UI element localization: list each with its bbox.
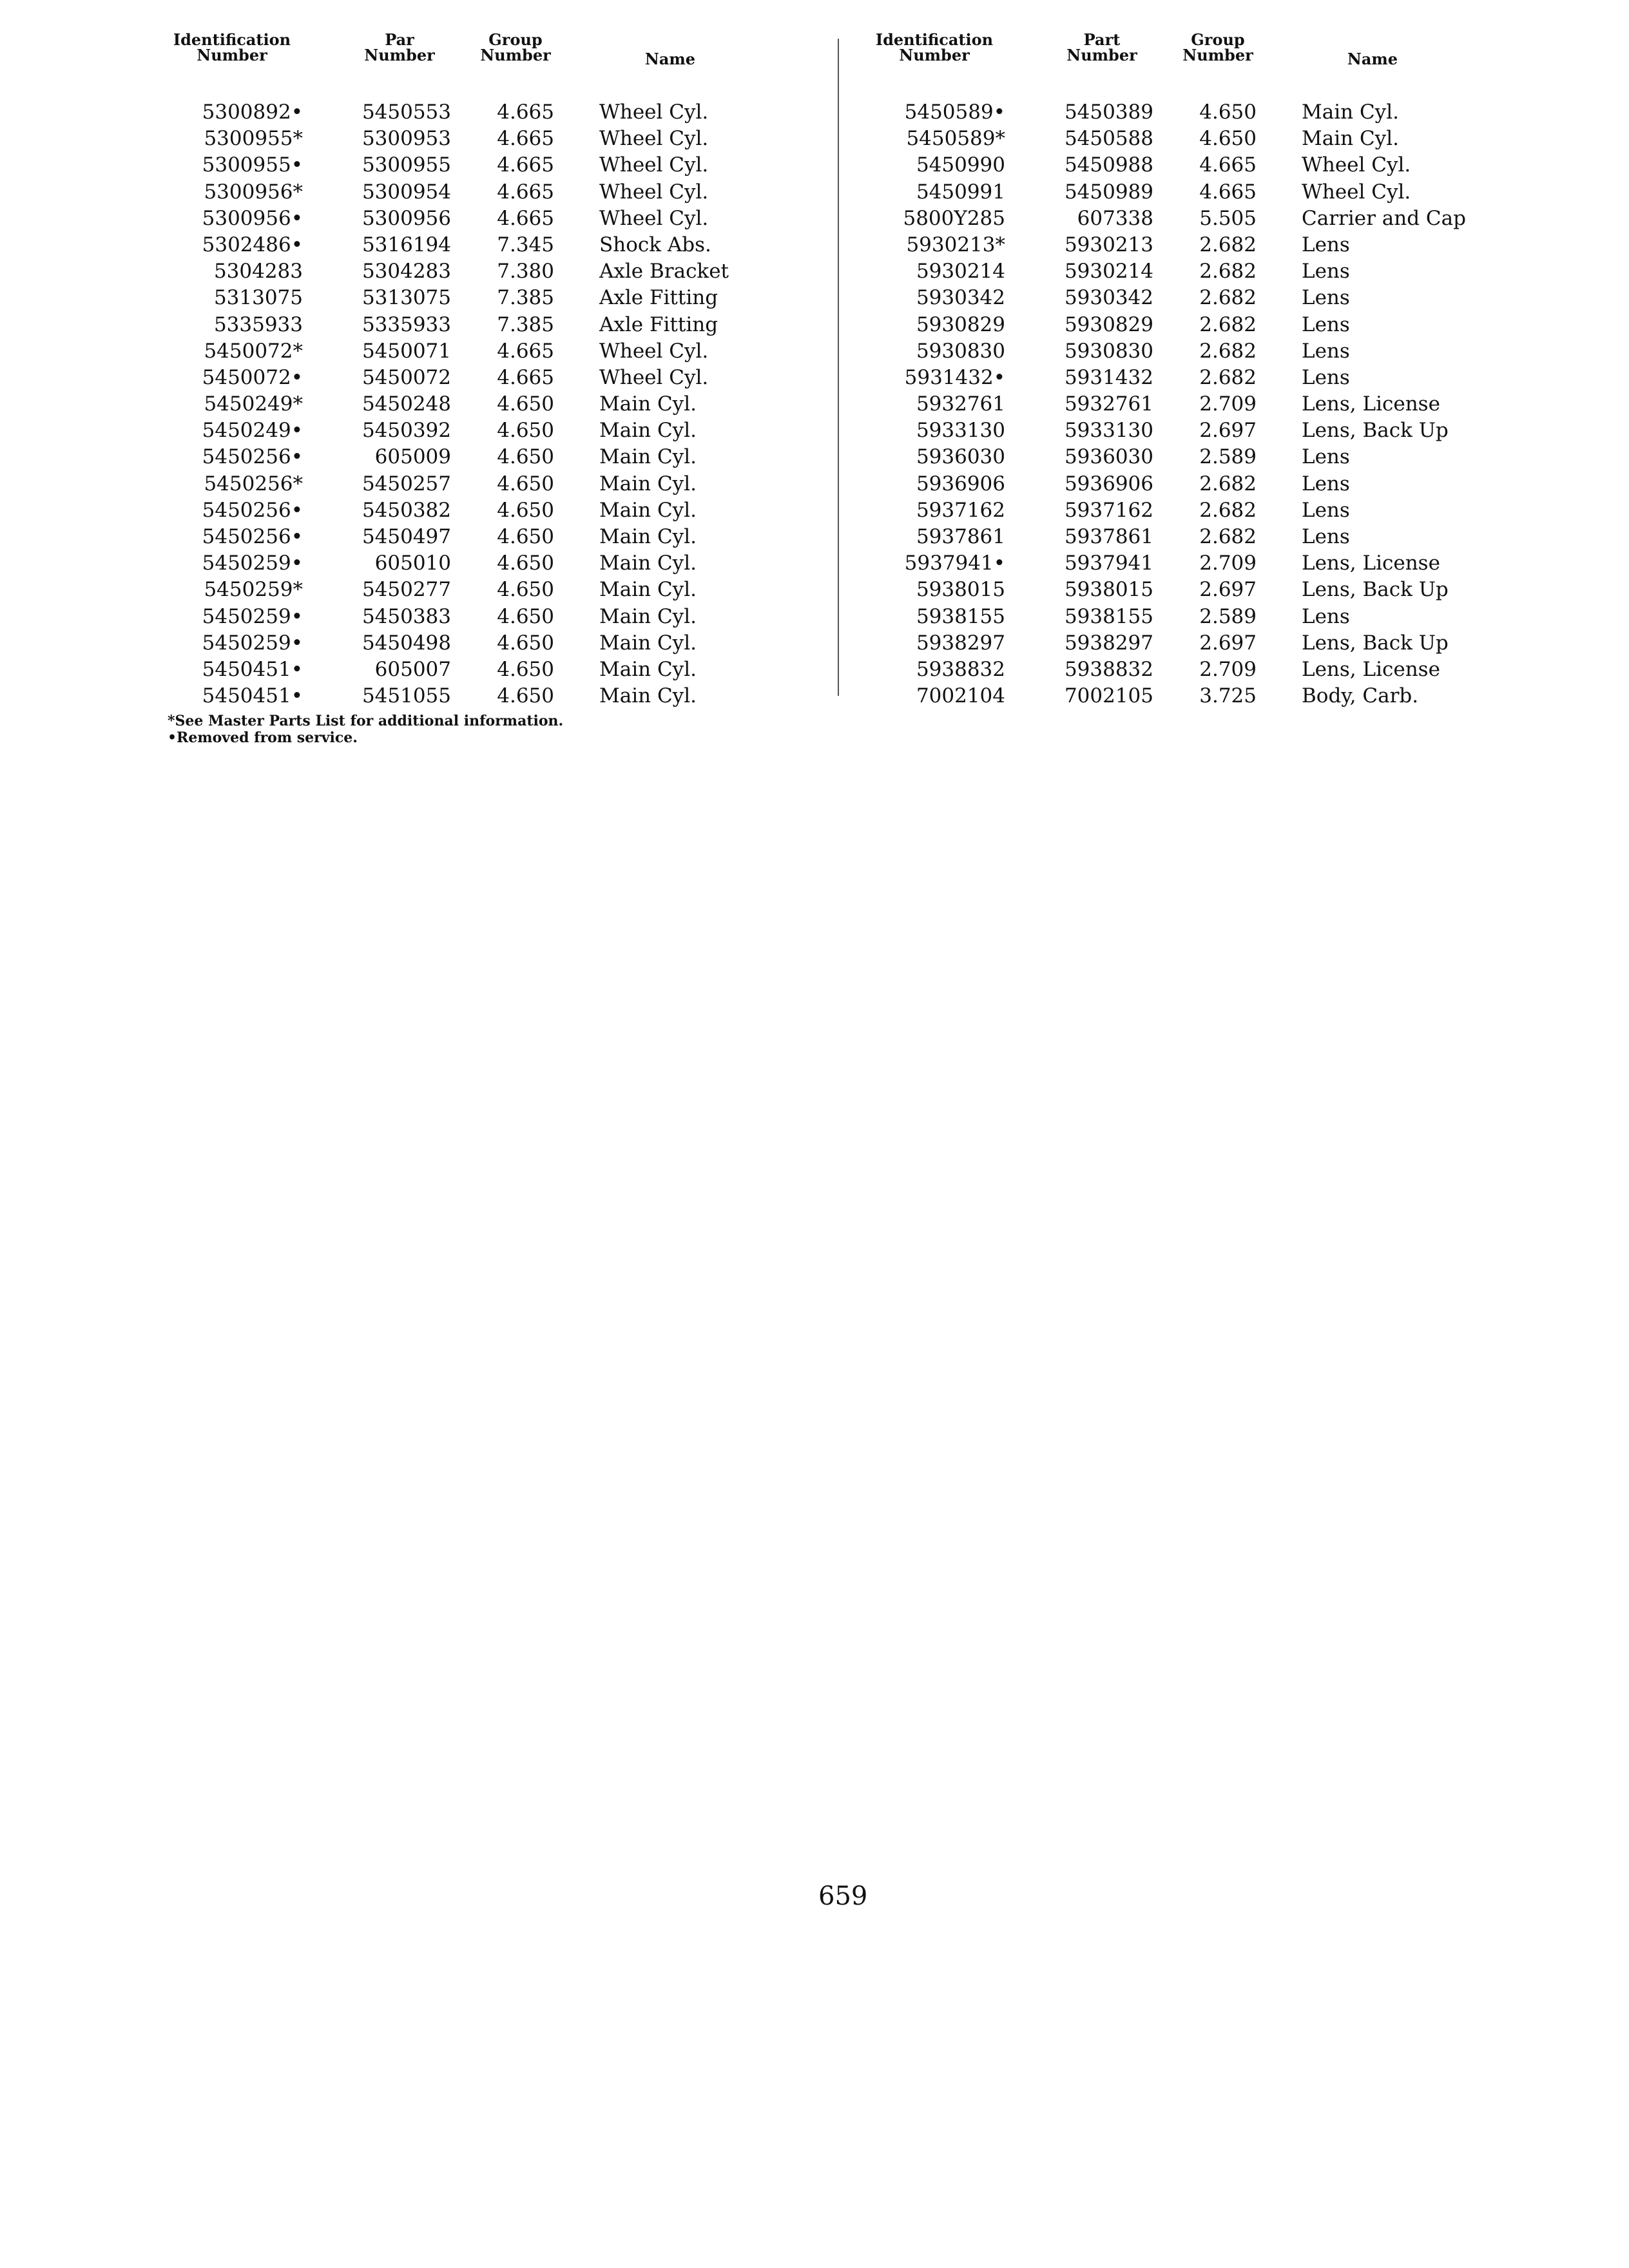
part-number-cell: 5450072 bbox=[361, 365, 451, 389]
identification-number-cell: 5450451• bbox=[202, 657, 303, 681]
column-divider bbox=[838, 39, 839, 696]
name-cell: Wheel Cyl. bbox=[599, 101, 709, 124]
group-number-cell: 4.650 bbox=[497, 631, 554, 655]
table-row bbox=[857, 577, 1514, 603]
identification-number-cell: 5300956* bbox=[204, 180, 303, 204]
table-row bbox=[155, 657, 812, 683]
identification-number-cell: 5931432• bbox=[904, 365, 1005, 389]
left-table-body bbox=[155, 99, 812, 709]
group-number-cell: 2.589 bbox=[1199, 604, 1257, 628]
group-number-cell: 4.665 bbox=[497, 365, 554, 389]
name-cell: Axle Bracket bbox=[599, 260, 729, 284]
part-number-cell: 5313075 bbox=[361, 286, 451, 310]
group-number-cell: 7.380 bbox=[497, 260, 554, 284]
table-row bbox=[857, 471, 1514, 497]
left-table-header bbox=[155, 32, 812, 84]
part-number-cell: 5936030 bbox=[1064, 445, 1153, 469]
identification-number-cell: 5937861 bbox=[916, 525, 1005, 548]
name-cell: Main Cyl. bbox=[599, 445, 697, 469]
identification-number-cell: 5938155 bbox=[916, 604, 1005, 628]
group-number-cell: 4.665 bbox=[497, 127, 554, 151]
identification-number-cell: 5300956• bbox=[202, 206, 303, 230]
part-number-cell: 5930213 bbox=[1064, 233, 1153, 256]
identification-number-cell: 5450259• bbox=[202, 552, 303, 575]
part-number-cell: 5316194 bbox=[361, 233, 451, 256]
name-cell: Wheel Cyl. bbox=[599, 127, 709, 151]
name-cell: Lens, Back Up bbox=[1302, 578, 1449, 602]
table-row bbox=[857, 444, 1514, 470]
name-cell: Main Cyl. bbox=[599, 604, 697, 628]
identification-number-cell: 5450256• bbox=[202, 445, 303, 469]
name-cell: Axle Fitting bbox=[599, 312, 718, 336]
part-number-cell: 5450382 bbox=[361, 498, 451, 522]
table-row bbox=[857, 312, 1514, 338]
name-cell: Wheel Cyl. bbox=[599, 339, 709, 363]
name-cell: Lens bbox=[1302, 498, 1350, 522]
group-number-cell: 4.650 bbox=[497, 419, 554, 443]
table-row bbox=[857, 683, 1514, 709]
group-number-cell: 2.682 bbox=[1199, 472, 1257, 495]
part-number-cell: 5931432 bbox=[1064, 365, 1153, 389]
part-number-cell: 5300955 bbox=[361, 153, 451, 177]
table-row bbox=[155, 497, 812, 524]
group-number-cell: 4.665 bbox=[497, 180, 554, 204]
name-cell: Lens, License bbox=[1302, 552, 1440, 575]
name-cell: Main Cyl. bbox=[599, 525, 697, 548]
name-cell: Lens bbox=[1302, 445, 1350, 469]
group-number-cell: 2.697 bbox=[1199, 578, 1257, 602]
group-number-cell: 2.682 bbox=[1199, 498, 1257, 522]
part-number-cell: 5937162 bbox=[1064, 498, 1153, 522]
table-row bbox=[857, 604, 1514, 630]
identification-number-cell: 5937941• bbox=[904, 552, 1005, 575]
right-parts-table bbox=[857, 32, 1514, 709]
identification-number-cell: 5938015 bbox=[916, 578, 1005, 602]
part-number-cell: 5930214 bbox=[1064, 260, 1153, 284]
name-cell: Main Cyl. bbox=[599, 419, 697, 443]
table-row bbox=[155, 604, 812, 630]
group-number-cell: 2.682 bbox=[1199, 365, 1257, 389]
table-row bbox=[155, 152, 812, 178]
identification-number-cell: 5450259* bbox=[204, 578, 303, 602]
page-number: 659 bbox=[818, 1881, 868, 1911]
name-cell: Wheel Cyl. bbox=[599, 206, 709, 230]
table-row bbox=[857, 630, 1514, 657]
table-row bbox=[155, 524, 812, 550]
name-cell: Main Cyl. bbox=[599, 631, 697, 655]
table-row bbox=[857, 152, 1514, 178]
name-cell: Axle Fitting bbox=[599, 286, 718, 310]
identification-number-cell: 5930830 bbox=[916, 339, 1005, 363]
part-number-cell: 5937861 bbox=[1064, 525, 1153, 548]
table-row bbox=[857, 391, 1514, 418]
identification-number-cell: 5450072• bbox=[202, 365, 303, 389]
identification-number-cell: 5937162 bbox=[916, 498, 1005, 522]
name-cell: Body, Carb. bbox=[1302, 684, 1419, 708]
table-row bbox=[155, 630, 812, 657]
identification-number-cell: 5938832 bbox=[916, 657, 1005, 681]
group-number-cell: 4.650 bbox=[1199, 127, 1257, 151]
group-number-cell: 2.682 bbox=[1199, 339, 1257, 363]
table-row bbox=[155, 99, 812, 126]
group-number-cell: 5.505 bbox=[1199, 206, 1257, 230]
part-number-cell: 5304283 bbox=[361, 260, 451, 284]
identification-number-cell: 5450256* bbox=[204, 472, 303, 495]
name-cell: Lens bbox=[1302, 260, 1350, 284]
part-number-cell: 5450588 bbox=[1064, 127, 1153, 151]
identification-number-cell: 5450249* bbox=[204, 392, 303, 416]
part-number-cell: 7002105 bbox=[1064, 684, 1153, 708]
name-cell: Wheel Cyl. bbox=[599, 180, 709, 204]
group-number-cell: 4.665 bbox=[497, 339, 554, 363]
part-number-cell: 5450248 bbox=[361, 392, 451, 416]
group-number-cell: 2.682 bbox=[1199, 233, 1257, 256]
identification-number-cell: 7002104 bbox=[916, 684, 1005, 708]
footnotes bbox=[168, 713, 563, 746]
part-number-cell: 5938832 bbox=[1064, 657, 1153, 681]
header-part-number: Part Number bbox=[1066, 30, 1137, 64]
name-cell: Main Cyl. bbox=[599, 472, 697, 495]
group-number-cell: 4.650 bbox=[497, 684, 554, 708]
part-number-cell: 5450257 bbox=[361, 472, 451, 495]
group-number-cell: 7.385 bbox=[497, 286, 554, 310]
name-cell: Lens, License bbox=[1302, 392, 1440, 416]
table-row bbox=[155, 471, 812, 497]
header-name: Name bbox=[644, 50, 696, 68]
identification-number-cell: 5304283 bbox=[213, 260, 303, 284]
table-row bbox=[857, 550, 1514, 577]
part-number-cell: 607338 bbox=[1077, 206, 1153, 230]
name-cell: Main Cyl. bbox=[599, 657, 697, 681]
part-number-cell: 5450498 bbox=[361, 631, 451, 655]
identification-number-cell: 5933130 bbox=[916, 419, 1005, 443]
name-cell: Wheel Cyl. bbox=[1302, 180, 1411, 204]
header-group-number: Group Number bbox=[1182, 30, 1253, 64]
part-number-cell: 605009 bbox=[374, 445, 451, 469]
group-number-cell: 2.709 bbox=[1199, 657, 1257, 681]
part-number-cell: 5450553 bbox=[361, 101, 451, 124]
left-parts-table bbox=[155, 32, 812, 709]
header-name: Name bbox=[1347, 50, 1398, 68]
group-number-cell: 4.665 bbox=[1199, 153, 1257, 177]
part-number-cell: 5300953 bbox=[361, 127, 451, 151]
table-row bbox=[857, 285, 1514, 311]
footnote-bullet: •Removed from service. bbox=[168, 729, 358, 746]
part-number-cell: 5450497 bbox=[361, 525, 451, 548]
name-cell: Main Cyl. bbox=[1302, 127, 1399, 151]
part-number-cell: 5450989 bbox=[1064, 180, 1153, 204]
header-identification-number: Identification Number bbox=[875, 30, 994, 64]
name-cell: Main Cyl. bbox=[599, 392, 697, 416]
part-number-cell: 5938297 bbox=[1064, 631, 1153, 655]
table-row bbox=[857, 497, 1514, 524]
identification-number-cell: 5313075 bbox=[213, 286, 303, 310]
group-number-cell: 4.665 bbox=[497, 101, 554, 124]
part-number-cell: 5450071 bbox=[361, 339, 451, 363]
group-number-cell: 2.589 bbox=[1199, 445, 1257, 469]
part-number-cell: 5450389 bbox=[1064, 101, 1153, 124]
part-number-cell: 5930830 bbox=[1064, 339, 1153, 363]
name-cell: Lens, Back Up bbox=[1302, 419, 1449, 443]
identification-number-cell: 5450990 bbox=[916, 153, 1005, 177]
identification-number-cell: 5300892• bbox=[202, 101, 303, 124]
group-number-cell: 2.682 bbox=[1199, 286, 1257, 310]
header-identification-number: Identification Number bbox=[173, 30, 291, 64]
name-cell: Lens bbox=[1302, 472, 1350, 495]
identification-number-cell: 5450249• bbox=[202, 419, 303, 443]
group-number-cell: 4.650 bbox=[497, 498, 554, 522]
table-row bbox=[155, 126, 812, 152]
group-number-cell: 4.650 bbox=[497, 657, 554, 681]
name-cell: Main Cyl. bbox=[1302, 101, 1399, 124]
table-row bbox=[857, 99, 1514, 126]
group-number-cell: 4.665 bbox=[1199, 180, 1257, 204]
table-row bbox=[857, 179, 1514, 206]
group-number-cell: 2.682 bbox=[1199, 525, 1257, 548]
part-number-cell: 5933130 bbox=[1064, 419, 1153, 443]
header-part-number: Par Number bbox=[364, 30, 435, 64]
identification-number-cell: 5450256• bbox=[202, 498, 303, 522]
table-row bbox=[155, 550, 812, 577]
table-row bbox=[857, 126, 1514, 152]
name-cell: Carrier and Cap bbox=[1302, 206, 1466, 230]
group-number-cell: 3.725 bbox=[1199, 684, 1257, 708]
footnote-asterisk: *See Master Parts List for additional information. bbox=[168, 713, 564, 729]
identification-number-cell: 5938297 bbox=[916, 631, 1005, 655]
name-cell: Main Cyl. bbox=[599, 498, 697, 522]
table-row bbox=[155, 206, 812, 232]
identification-number-cell: 5930829 bbox=[916, 312, 1005, 336]
group-number-cell: 2.709 bbox=[1199, 392, 1257, 416]
group-number-cell: 4.650 bbox=[497, 604, 554, 628]
table-row bbox=[857, 206, 1514, 232]
group-number-cell: 4.650 bbox=[497, 472, 554, 495]
table-row bbox=[857, 418, 1514, 444]
identification-number-cell: 5930342 bbox=[916, 286, 1005, 310]
identification-number-cell: 5936906 bbox=[916, 472, 1005, 495]
identification-number-cell: 5450451• bbox=[202, 684, 303, 708]
part-number-cell: 5930342 bbox=[1064, 286, 1153, 310]
part-number-cell: 5335933 bbox=[361, 312, 451, 336]
table-row bbox=[857, 657, 1514, 683]
part-number-cell: 605010 bbox=[374, 552, 451, 575]
identification-number-cell: 5300955• bbox=[202, 153, 303, 177]
group-number-cell: 4.650 bbox=[497, 392, 554, 416]
part-number-cell: 5938155 bbox=[1064, 604, 1153, 628]
name-cell: Main Cyl. bbox=[599, 578, 697, 602]
part-number-cell: 5932761 bbox=[1064, 392, 1153, 416]
name-cell: Lens bbox=[1302, 365, 1350, 389]
name-cell: Lens bbox=[1302, 339, 1350, 363]
name-cell: Lens bbox=[1302, 604, 1350, 628]
group-number-cell: 2.682 bbox=[1199, 312, 1257, 336]
part-number-cell: 5937941 bbox=[1064, 552, 1153, 575]
name-cell: Lens bbox=[1302, 525, 1350, 548]
name-cell: Wheel Cyl. bbox=[1302, 153, 1411, 177]
group-number-cell: 4.665 bbox=[497, 153, 554, 177]
part-number-cell: 5938015 bbox=[1064, 578, 1153, 602]
part-number-cell: 5450383 bbox=[361, 604, 451, 628]
identification-number-cell: 5450072* bbox=[204, 339, 303, 363]
table-row bbox=[857, 232, 1514, 258]
part-number-cell: 5450392 bbox=[361, 419, 451, 443]
name-cell: Shock Abs. bbox=[599, 233, 711, 256]
part-number-cell: 605007 bbox=[374, 657, 451, 681]
table-row bbox=[155, 444, 812, 470]
group-number-cell: 7.385 bbox=[497, 312, 554, 336]
group-number-cell: 4.665 bbox=[497, 206, 554, 230]
identification-number-cell: 5335933 bbox=[213, 312, 303, 336]
group-number-cell: 4.650 bbox=[497, 578, 554, 602]
part-number-cell: 5451055 bbox=[361, 684, 451, 708]
part-number-cell: 5300956 bbox=[361, 206, 451, 230]
table-row bbox=[155, 365, 812, 391]
table-row bbox=[857, 365, 1514, 391]
name-cell: Lens, License bbox=[1302, 657, 1440, 681]
part-number-cell: 5936906 bbox=[1064, 472, 1153, 495]
group-number-cell: 7.345 bbox=[497, 233, 554, 256]
table-row bbox=[155, 391, 812, 418]
table-row bbox=[155, 232, 812, 258]
table-row bbox=[155, 285, 812, 311]
name-cell: Lens bbox=[1302, 233, 1350, 256]
name-cell: Main Cyl. bbox=[599, 684, 697, 708]
identification-number-cell: 5450259• bbox=[202, 631, 303, 655]
name-cell: Lens, Back Up bbox=[1302, 631, 1449, 655]
table-row bbox=[155, 683, 812, 709]
group-number-cell: 2.697 bbox=[1199, 419, 1257, 443]
table-row bbox=[155, 179, 812, 206]
right-table-header bbox=[857, 32, 1514, 84]
group-number-cell: 4.650 bbox=[497, 525, 554, 548]
table-row bbox=[857, 258, 1514, 285]
identification-number-cell: 5302486• bbox=[202, 233, 303, 256]
header-group-number: Group Number bbox=[480, 30, 551, 64]
group-number-cell: 4.650 bbox=[497, 552, 554, 575]
table-row bbox=[155, 338, 812, 365]
group-number-cell: 4.650 bbox=[1199, 101, 1257, 124]
part-number-cell: 5450988 bbox=[1064, 153, 1153, 177]
table-row bbox=[155, 418, 812, 444]
name-cell: Lens bbox=[1302, 286, 1350, 310]
group-number-cell: 2.682 bbox=[1199, 260, 1257, 284]
identification-number-cell: 5800Y285 bbox=[903, 206, 1005, 230]
identification-number-cell: 5932761 bbox=[916, 392, 1005, 416]
identification-number-cell: 5450589* bbox=[906, 127, 1005, 151]
part-number-cell: 5450277 bbox=[361, 578, 451, 602]
identification-number-cell: 5930214 bbox=[916, 260, 1005, 284]
identification-number-cell: 5450991 bbox=[916, 180, 1005, 204]
name-cell: Main Cyl. bbox=[599, 552, 697, 575]
part-number-cell: 5930829 bbox=[1064, 312, 1153, 336]
table-row bbox=[857, 524, 1514, 550]
part-number-cell: 5300954 bbox=[361, 180, 451, 204]
identification-number-cell: 5300955* bbox=[204, 127, 303, 151]
name-cell: Wheel Cyl. bbox=[599, 153, 709, 177]
identification-number-cell: 5450256• bbox=[202, 525, 303, 548]
identification-number-cell: 5450589• bbox=[904, 101, 1005, 124]
right-table-body bbox=[857, 99, 1514, 709]
group-number-cell: 2.709 bbox=[1199, 552, 1257, 575]
table-row bbox=[155, 258, 812, 285]
group-number-cell: 2.697 bbox=[1199, 631, 1257, 655]
identification-number-cell: 5936030 bbox=[916, 445, 1005, 469]
identification-number-cell: 5930213* bbox=[906, 233, 1005, 256]
name-cell: Wheel Cyl. bbox=[599, 365, 709, 389]
table-row bbox=[857, 338, 1514, 365]
group-number-cell: 4.650 bbox=[497, 445, 554, 469]
name-cell: Lens bbox=[1302, 312, 1350, 336]
table-row bbox=[155, 312, 812, 338]
identification-number-cell: 5450259• bbox=[202, 604, 303, 628]
table-row bbox=[155, 577, 812, 603]
